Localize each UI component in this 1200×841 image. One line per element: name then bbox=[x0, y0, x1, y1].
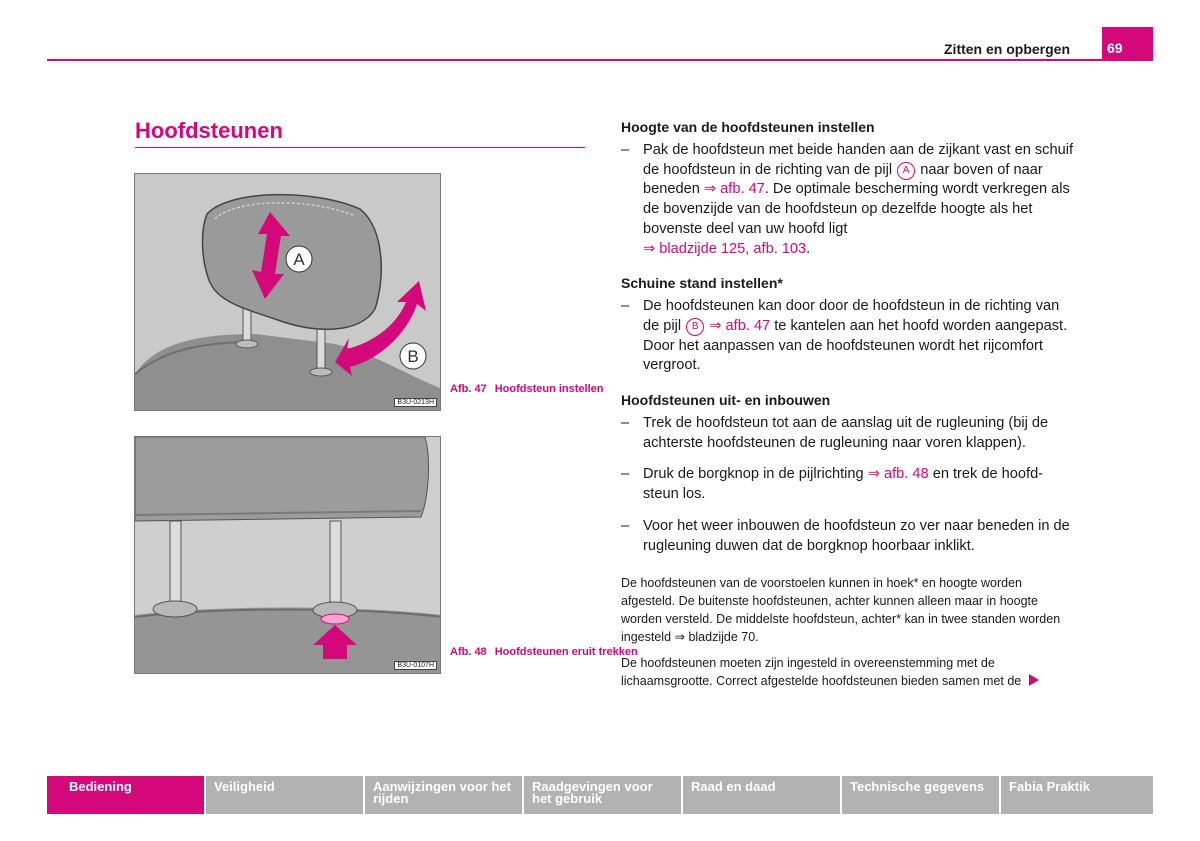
tab-technische-gegevens[interactable]: Technische gegevens bbox=[842, 776, 999, 814]
subheading-tilt: Schuine stand instellen* bbox=[621, 275, 783, 292]
subheading-remove: Hoofdsteunen uit- en inbouwen bbox=[621, 392, 831, 409]
note-paragraph bbox=[621, 654, 1076, 690]
header-rule bbox=[47, 59, 1153, 61]
link-afb-47[interactable]: ⇒ afb. 47 bbox=[709, 317, 771, 334]
figure-47 bbox=[134, 173, 441, 411]
bullet-dash: – bbox=[621, 142, 630, 158]
figure-47-caption-text: Hoofdsteun instellen bbox=[494, 383, 604, 395]
tab-fabia-praktik[interactable]: Fabia Praktik bbox=[1001, 776, 1153, 814]
tab-raad-en-daad[interactable]: Raad en daad bbox=[683, 776, 840, 814]
tab-aanwijzingen[interactable]: Aanwijzingen voor het rijden bbox=[365, 776, 522, 814]
label-b-circle: B bbox=[686, 318, 704, 336]
figure-47-number: Afb. 47 bbox=[450, 383, 487, 395]
footer-nav bbox=[47, 776, 1153, 814]
figure-48-caption bbox=[450, 645, 638, 659]
text: Voor het weer inbouwen de hoofdsteun zo ver naar beneden in de rugleuning duwen dat de borgknop hoorbaar inklikt. bbox=[643, 517, 1070, 554]
text: Trek de hoofdsteun tot aan de aanslag uit de rugleuning (bij de achterste hoofdsteunen de rugleuning naar voren klappen). bbox=[643, 415, 1049, 451]
figure-48-caption-text: Hoofdsteunen eruit trekken bbox=[494, 646, 638, 658]
bullet-dash: – bbox=[621, 517, 630, 534]
list-item bbox=[621, 141, 1076, 259]
label-b: B bbox=[407, 347, 419, 366]
tab-veiligheid[interactable]: Veiligheid bbox=[206, 776, 363, 814]
text: De hoofdsteunen kan door door de hoofdsteun in de richting van de pijl bbox=[643, 298, 1060, 334]
list-item bbox=[621, 297, 1076, 376]
tab-bediening[interactable]: Bediening bbox=[47, 776, 204, 814]
note-paragraph: De hoofdsteunen van de voorstoelen kunnen in hoek* en hoogte worden afgesteld. De buitenste hoofdsteunen, achter kunnen alleen maar in hoogte worden versteld. De middelste hoofdsteun, achter* kan in twee standen worden ingesteld ⇒ bladzijde 70. bbox=[621, 576, 1061, 645]
label-a: A bbox=[293, 250, 305, 269]
figure-code: B3U-0213H bbox=[394, 398, 437, 407]
tab-raadgevingen[interactable]: Raadgevingen voor het gebruik bbox=[524, 776, 681, 814]
list-item bbox=[621, 465, 1076, 504]
subheading-height: Hoogte van de hoofdsteunen instellen bbox=[621, 119, 875, 135]
headrest-remove-illustration bbox=[135, 437, 441, 674]
page-number: 69 bbox=[1102, 27, 1153, 60]
text: De hoofdsteunen moeten zijn ingesteld in overeenstemming met de lichaamsgrootte. Correct afgestelde hoofdsteunen bieden samen met de bbox=[621, 656, 1022, 689]
text: en trek de hoofd-steun los. bbox=[643, 466, 1044, 503]
text: . bbox=[806, 240, 811, 257]
list-item bbox=[621, 414, 1076, 453]
headrest-adjust-illustration bbox=[135, 174, 441, 411]
link-afb-47[interactable]: ⇒ afb. 47 bbox=[703, 181, 765, 198]
text: . De optimale bescherming wordt verkregen als de bovenzijde van de hoofdsteun op dezelfde hoogte als het bovenste deel van uw hoofd ligt bbox=[643, 181, 1070, 237]
title-rule bbox=[135, 147, 585, 148]
figure-code: B3U-0107H bbox=[394, 661, 437, 670]
bullet-dash: – bbox=[621, 298, 630, 315]
figure-48 bbox=[134, 436, 441, 674]
chapter-title: Zitten en opbergen bbox=[944, 41, 1070, 57]
label-a-circle: A bbox=[897, 162, 915, 180]
list-item bbox=[621, 517, 1076, 556]
text: Druk de borgknop in de pijlrichting bbox=[643, 466, 864, 483]
right-column bbox=[621, 119, 1076, 698]
text: Pak de hoofdsteun met beide handen aan de zijkant vast en schuif de hoofdsteun in de richting van de pijl bbox=[643, 142, 1074, 178]
link-page-125[interactable]: ⇒ bladzijde 125, afb. 103 bbox=[643, 240, 807, 257]
figure-48-number: Afb. 48 bbox=[450, 646, 487, 658]
link-afb-48[interactable]: ⇒ afb. 48 bbox=[867, 466, 929, 483]
figure-47-caption bbox=[450, 382, 603, 396]
text: te kantelen aan het hoofd worden aangepast. Door het aanpassen van de hoofdsteunen wordt het rijcomfort vergroot. bbox=[643, 317, 1068, 374]
continue-arrow-icon bbox=[1029, 674, 1039, 686]
text: naar boven of naar beneden bbox=[643, 161, 1043, 198]
section-title: Hoofdsteunen bbox=[135, 118, 283, 143]
bullet-dash: – bbox=[621, 415, 630, 432]
bullet-dash: – bbox=[621, 466, 630, 483]
